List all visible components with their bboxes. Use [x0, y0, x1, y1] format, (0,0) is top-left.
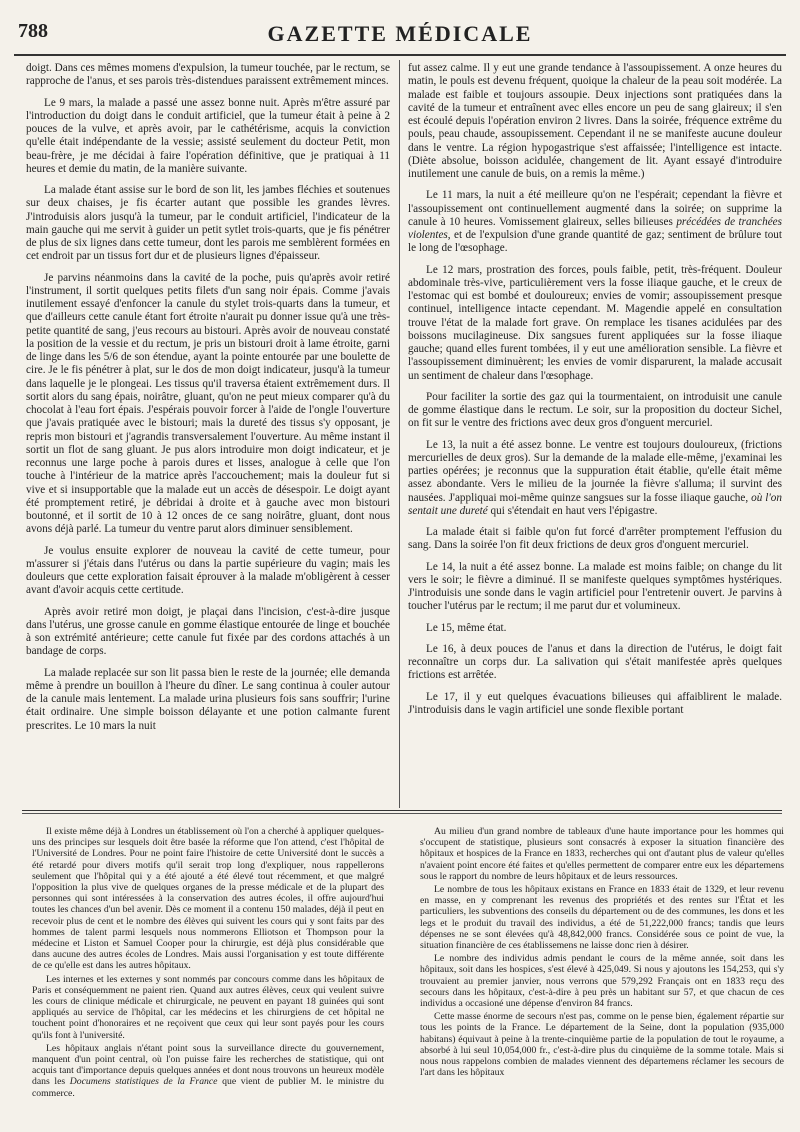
paragraph — [408, 439, 782, 519]
column-divider — [399, 60, 400, 808]
italic-text: précédées de tranchées violentes — [408, 215, 782, 241]
paragraph: Le 9 mars, la malade a passé une assez bonne nuit. Après m'être assuré par l'introduction du doigt dans le conduit artificiel, que la tumeur était à peine à 2 pouces de la vulve, et après avoir, par le cathétérisme, acquis la conviction qu'elle était indépendante de la vessie; assisté seulement du docteur Petit, mon beau-frère, je me décidai à faire l'opération définitive, que je pratiquai à 11 heures et demie du matin, de la manière suivante. — [26, 96, 390, 175]
paragraph: La malade étant assise sur le bord de son lit, les jambes fléchies et soutenues sur deux chaises, je fis écarter autant que possible les grandes lèvres. J'introduisis alors jusqu'à la tumeur, par le conduit artificiel, l'indicateur de la main gauche qui me servit à guider un petit sytlet trois-quarts, que je fis pénétrer de plus de six lignes dans cette tumeur, dont les parois me semblèrent formées en cet endroit par un tissus fort dur et de plusieurs lignes d'épaisseur. — [26, 184, 390, 263]
left-column — [26, 62, 390, 808]
paragraph-text: Le 11 mars, la nuit a été meilleure qu'on ne l'espérait; cependant la fièvre et l'assoupissement ont continuellement augmenté dans la soirée; on supprime la canule à 10 heures. Vomissement glaireux, selles bilieuses — [408, 189, 782, 228]
note-paragraph: Au milieu d'un grand nombre de tableaux d'une haute importance pour les hommes qui s'occupent de statistique, plusieurs sont consacrés à exposer la situation financière des hôpitaux et hospices de la France en 1833, recherches qui ont d'autant plus de valeur qu'elles n'avaient point encore été faites et qu'elles permettent de comparer entre eux les départemens sous le rapport du nombre de leurs hôpitaux et de leurs ressources. — [420, 826, 784, 882]
note-paragraph: Il existe même déjà à Londres un établissement où l'on a cherché à appliquer quelques-uns des principes sur lesquels doit être basée la réforme que l'on attend, c'est l'hôpital de l'Université de Londres. Pour ne point faire l'histoire de cette Université dont le succès a été retardé pour divers motifs qu'il serait trop long d'expliquer, nous rappellerons seulement que l'hôpital qui y a été ajouté a été élevé tout récemment, et que malgré l'opposition la plus vive de quelques organes de la presse médicale et de la plupart des personnes qui sont intéressées à la conservation des autres écoles, il offre aujourd'hui toutes les chances d'un bel avenir. Dès ce moment il a contenu 150 malades, déjà il peut en recevoir plus de cent et le nombre des élèves qui suivent les cours qui y sont faits par des hommes de talent parmi lesquels nous nommerons Elliotson et Thompson pour la médecine et Liston et Samuel Cooper pour la chirurgie, est déjà plus considérable que dans aucune des autres écoles de Londres. Mais aussi l'organisation y est toute différente de ce qu'elle est dans les autres hôpitaux. — [32, 826, 384, 972]
paragraph: Le 14, la nuit a été assez bonne. La malade est moins faible; on change du lit vers le soir; le fièvre a diminué. Il se manifeste quelques symptômes hystériques. J'introduisis une sonde dans le vagin artificiel pour l'entretenir ouvert. Je parvins à toucher l'utérus par le rectum; il me parut dur et volumineux. — [408, 560, 782, 613]
italic-text: où l'on sentait une dureté — [408, 491, 782, 517]
note-paragraph: Le nombre de tous les hôpitaux existans en France en 1833 était de 1329, et leur revenu en masse, en y comprenant les revenus des propriétés et des rentes sur l'État et les particuliers, les subventions des conseils du département ou de des communes, les dons et les legs et le produit du travail des individus, a été de 51,222,000 francs; tandis que leurs dépenses ne se sont élevées qu'à 48,842,000 francs. Considérée sous ce point de vue, la situation financière de ces établissemens ne laisse donc rien à désirer. — [420, 884, 784, 952]
page-header — [14, 14, 786, 56]
paragraph: doigt. Dans ces mêmes momens d'expulsion, la tumeur touchée, par le rectum, se rapproche de l'anus, et ses parois très-distendues paraissent extrêmement minces. — [26, 62, 390, 88]
note-paragraph: Cette masse énorme de secours n'est pas, comme on le pense bien, également répartie sur tous les points de la France. Le département de la Seine, dont la population (935,000 habitans) équivaut à peine à la trente-cinquième partie de la population de tout le royaume, a absorbé à lui seul 10,054,000 fr., c'est-à-dire plus du cinquième de la somme totale. Mais si nous nous rappelons combien de malades viennent des départemens réclamer les secours de l'art dans les hôpitaux — [420, 1011, 784, 1079]
paragraph: Le 16, à deux pouces de l'anus et dans la direction de l'utérus, le doigt fait reconnaître un corps dur. La salivation qui s'était manifestée après quelques frictions est arrêtée. — [408, 642, 782, 682]
paragraph: La malade était si faible qu'on fut forcé d'arrêter promptement l'effusion du sang. Dans la soirée l'on fit deux frictions de deux gros d'onguent mercuriel. — [408, 526, 782, 552]
journal-title: GAZETTE MÉDICALE — [267, 21, 533, 46]
section-rule — [22, 813, 782, 814]
right-column — [408, 62, 782, 808]
note-text: Les hôpitaux anglais n'étant point sous la surveillance directe du gouvernement, manquent d'un point central, où l'on puisse faire les recherches de statistique, qui ont acquis tant d'importance depuis quelques années et dont nous trouvons un heureux modèle dans les — [32, 1042, 384, 1088]
section-rule — [22, 810, 782, 811]
paragraph: La malade replacée sur son lit passa bien le reste de la journée; elle demanda même à prendre un bouillon à l'heure du dîner. Le sang continua à couler autour de la canule mais lentement. La malade urina plusieurs fois sans souffrir; l'urine était ordinaire. Une simple boisson délayante et une potion calmante furent prescrites. Le 10 mars la nuit — [26, 666, 390, 732]
notes-left-column — [32, 826, 384, 1121]
paragraph-text: qui s'étendait en haut vers l'épigastre. — [487, 504, 658, 517]
notes-right-column — [420, 826, 784, 1121]
paragraph-text: Le 13, la nuit a été assez bonne. Le ventre est toujours douloureux, (frictions mercurielles de deux gros). Sur la demande de la malade elle-même, j'examinai les parties opérées; je reconnus que la suppuration était établie, qu'elle était même assez abondante. Vers le milieu de la journée la fièvre s'alluma; il survint des nausées. J'appliquai moi-même quinze sangsues sur la fosse iliaque gauche, — [408, 438, 782, 504]
paragraph — [408, 189, 782, 255]
paragraph: Pour faciliter la sortie des gaz qui la tourmentaient, on introduisit une canule de gomme élastique dans le rectum. Le soir, sur la proposition du docteur Sichel, on fit sur le ventre des frictions avec deux gros d'onguent mercuriel. — [408, 390, 782, 430]
paragraph: Le 17, il y eut quelques évacuations bilieuses qui affaiblirent le malade. J'introduisis dans le vagin artificiel une sonde flexible portant — [408, 690, 782, 716]
note-paragraph: Le nombre des individus admis pendant le cours de la même année, soit dans les hôpitaux, soit dans les hospices, s'est élevé à 425,049. Si nous y ajoutons les 154,253, qui s'y trouvaient au premier janvier, nous verrons que 579,292 Français ont en 1833 reçu des secours dans les hôpitaux, c'est-à-dire à peu près un habitant sur 57, et que chacun de ces individus a occasioné une dépense d'environ 84 francs. — [420, 953, 784, 1010]
page-number: 788 — [18, 20, 48, 42]
note-paragraph: Les internes et les externes y sont nommés par concours comme dans les hôpitaux de Paris et conséquemment ne paient rien. Quand aux autres élèves, ceux qui veulent suivre les cours de clinique médicale et chirurgicale, ne peuvent en payant 18 guinées qui sont appliqués au service de l'hôpital, car les médecins et les chirurgiens de cet hôpital ne touchent point d'honoraires et ne reçoivent que ceux qui leur sont payés pour les cours qu'ils font à l'université. — [32, 973, 384, 1041]
paragraph: Le 15, même état. — [426, 621, 507, 634]
paragraph: Je voulus ensuite explorer de nouveau la cavité de cette tumeur, pour m'assurer si j'étais dans l'utérus ou dans la partie supérieure du vagin; mais les douleurs que cette exploration faisait éprouver à la malade m'obligèrent à cesser avant d'avoir acquis cette certitude. — [26, 544, 390, 597]
paragraph: Le 12 mars, prostration des forces, pouls faible, petit, très-fréquent. Douleur abdominale très-vive, particulièrement vers la fosse iliaque gauche, et le creux de l'estomac qui est bombé et douloureux; envies de vomir; assoupissement presque continuel, intelligence intacte cependant. M. Magendie appelé en consultation trouve l'état de la malade fort grave. On remplace les tisanes acidulées par des boissons mucilagineuse. Dix sangsues furent appliquées sur la fosse iliaque gauche; quand elles furent tombées, il y eut une amélioration sensible. La fièvre et l'assoupissement diminuèrent; les envies de vomir disparurent, la malade accusait un sentiment de chaleur dans l'œsophage. — [408, 263, 782, 382]
note-paragraph — [32, 1043, 384, 1099]
paragraph: fut assez calme. Il y eut une grande tendance à l'assoupissement. A onze heures du matin, le pouls est devenu fréquent, quoique la chaleur de la peau soit modérée. La malade est faible et toujours assoupie. Deux injections sont pratiquées dans la cavité de la tumeur et entraînent avec elles encore un peu de sang glaireux; il s'en est écoulé depuis l'opération environ 2 livres. Dans la soirée, fréquence extrême du pouls, peau chaude, assoupissement. Cependant il ne se manifeste aucune douleur dans le ventre. La région hypogastrique s'est affaissée; l'intelligence est intacte. (Diète absolue, boisson acidulée, changement de lit. Ayant essayé d'introduire inutilement une canule de buis, on a remis la même.) — [408, 62, 782, 180]
paragraph: Je parvins néanmoins dans la cavité de la poche, puis qu'après avoir retiré l'instrument, il sortit quelques petits filets d'un sang noir épais. Comme j'avais inutilement essayé d'enfoncer la canule du stylet trois-quarts dans la tumeur, et que d'ailleurs cette canule étant fort étroite n'aurait pu donner issue qu'à une très-petite quantité de sang, j'eus recours au bistouri. Après avoir de nouveau constaté la position de la vessie et du rectum, je pris un bistouri droit à lame étroite, garni de linge dans les 5/6 de son étendue, ayant la pointe entourée par une boulette de cire. Je le fis pénétrer à plat, sur le dos de mon doigt indicateur, jusqu'à la tumeur dans laquelle je le plongeai. Les tissus qu'il traversa étaient extrêmement durs. Il sortit alors du sang épais, noirâtre, gluant, qu'on ne peut mieux comparer qu'à du chocolat à l'eau fort épais. J'espérais pouvoir forcer à l'aide de l'ongle l'ouverture que j'avais pratiquée avec le bistouri; mais la dureté des tissus s'y opposant, je repris mon bistouri et j'agrandis transversalement l'ouverture. Au même instant il sortit un flot de sang gluant. Je pus alors introduire mon doigt indicateur, et je reconnus une large poche à parois dures et lisses, analogue à celle que l'on touche à l'intérieur de la matrice après l'accouchement; mais la douleur fut si vive et si insupportable que la malade eut un accès de désespoir. Le doigt ayant été promptement retiré, je débridai à droite et à gauche avec mon bistouri boutonné, et il sortit de 10 à 12 onces de ce sang noirâtre, gluant, dont nous avons déjà parlé. La tumeur du ventre parut alors diminuer sensiblement. — [26, 271, 390, 536]
note-text: que vient de publier M. le ministre du commerce. — [32, 1076, 384, 1099]
paragraph-text: , et de l'expulsion d'une grande quantité de gaz; sentiment de brûlure tout le long de l'œsophage. — [408, 229, 782, 255]
paragraph: Après avoir retiré mon doigt, je plaçai dans l'incision, c'est-à-dire jusque dans l'utérus, une grosse canule en gomme élastique entourée de linge et bouchée à son extrémité antérieure; cette canule fut fixée par des cordons attachés à un bandage de corps. — [26, 605, 390, 658]
italic-text: Documens statistiques de la France — [69, 1076, 218, 1088]
